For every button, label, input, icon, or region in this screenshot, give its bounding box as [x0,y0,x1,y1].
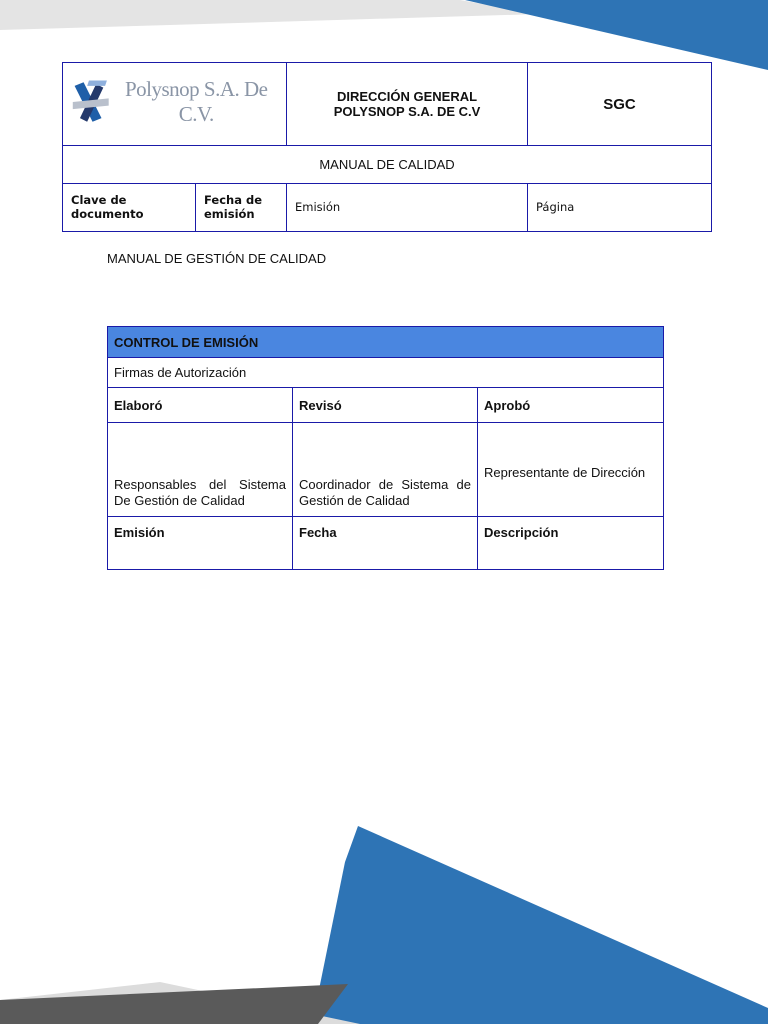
fecha-emision-label [196,183,287,231]
clave-label: Clave de documento [63,183,196,231]
fecha-line-1: Fecha de [204,193,262,208]
bottom-blue-shape [312,826,768,1024]
logo-text: Polysnop S.A. De C.V. [124,76,268,126]
reviso-label: Revisó [293,388,478,423]
elaboro-label: Elaboró [108,388,293,423]
polysnop-logo-icon [71,76,110,128]
reviso-line-2: Gestión de Calidad [299,493,410,508]
company-logo [71,76,278,128]
elaboro-signer [108,423,293,517]
emision-label: Emisión [287,183,528,231]
reviso-signer [293,423,478,517]
aprobo-label: Aprobó [478,388,664,423]
control-title: CONTROL DE EMISIÓN [108,327,664,358]
elaboro-line-1: Responsables del Sistema [114,477,286,492]
document-header-table [62,62,712,232]
firmas-label: Firmas de Autorización [108,358,664,388]
reviso-line-1: Coordinador de Sistema de [299,477,471,492]
pagina-label: Página [528,183,712,231]
document-subtitle: MANUAL DE GESTIÓN DE CALIDAD [107,251,327,266]
top-gray-band [0,0,540,30]
direction-cell [287,63,528,146]
direction-line-2: POLYSNOP S.A. DE C.V [333,104,481,120]
logo-cell [63,63,287,146]
descripcion-column-label: Descripción [478,517,664,570]
elaboro-line-2: De Gestión de Calidad [114,493,245,508]
fecha-line-2: emisión [204,207,255,222]
top-blue-band [465,0,768,70]
direction-line-1: DIRECCIÓN GENERAL [336,89,478,105]
sgc-cell: SGC [528,63,712,146]
control-emision-table [107,326,664,570]
aprobo-signer: Representante de Dirección [478,423,664,517]
emision-column-label: Emisión [108,517,293,570]
manual-title: MANUAL DE CALIDAD [63,146,712,183]
fecha-column-label: Fecha [293,517,478,570]
